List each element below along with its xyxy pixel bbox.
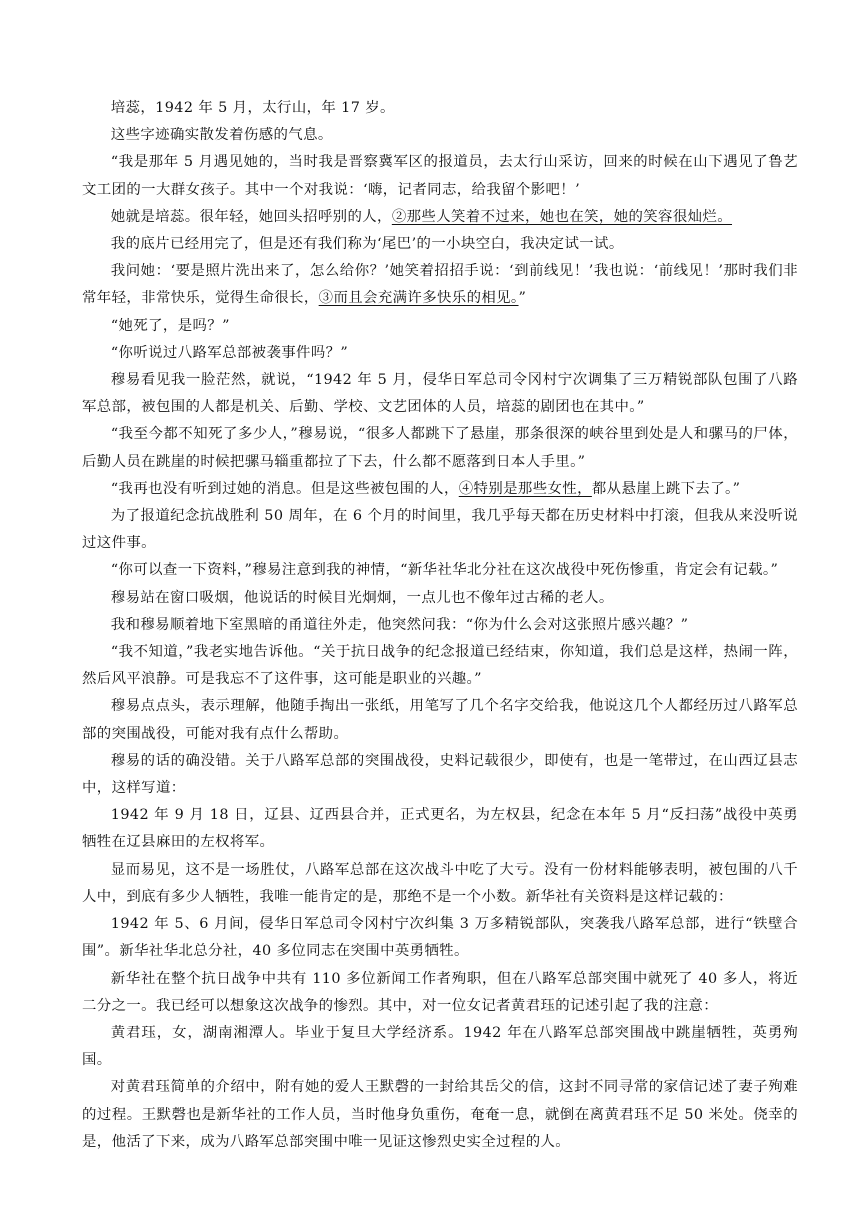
paragraph: 新华社在整个抗日战争中共有 110 多位新闻工作者殉职，但在八路军总部突围中就死了 40 多人，将近二分之一。我已经可以想象这次战争的惨烈。其中，对一位女记者黄君珏的记述引起了我的注意： [82,970,798,1014]
paragraph: 穆易看见我一脸茫然，就说，“1942 年 5 月，侵华日军总司令冈村宁次调集了三万精锐部队包围了八路军总部，被包围的人都是机关、后勤、学校、文艺团体的人员，培蕊的剧团也在其中。” [82,372,798,416]
paragraph: “我至今都不知死了多少人，”穆易说，“很多人都跳下了悬崖，那条很深的峡谷里到处是人和骡马的尸体，后勤人员在跳崖的时候把骡马辎重都拉了下去，什么都不愿落到日本人手里。” [82,426,798,470]
paragraph: “我不知道，”我老实地告诉他。“关于抗日战争的纪念报道已经结束，你知道，我们总是这样，热闹一阵，然后风平浪静。可是我忘不了这件事，这可能是职业的兴趣。” [82,644,798,688]
paragraph-text: ” [518,290,527,307]
paragraph: “你可以查一下资料，”穆易注意到我的神情，“新华社华北分社在这次战役中死伤惨重，肯定会有记载。” [110,562,779,579]
paragraph: 我和穆易顺着地下室黑暗的甬道往外走，他突然问我：“你为什么会对这张照片感兴趣？” [110,616,689,633]
paragraph: 我的底片已经用完了，但是还有我们称为‘尾巴’的一小块空白，我决定试一试。 [110,236,624,253]
paragraph: 显而易见，这不是一场胜仗，八路军总部在这次战斗中吃了大亏。没有一份材料能够表明，被包围的八千人中，到底有多少人牺牲，我唯一能肯定的是，那绝不是一个小数。新华社有关资料是这样记载的： [82,861,798,905]
quoted-record: 1942 年 9 月 18 日，辽县、辽西县合并，正式更名，为左权县，纪念在本年 5 月“反扫荡”战役中英勇牺牲在辽县麻田的左权将军。 [82,807,798,851]
quoted-record: 1942 年 5、6 月间，侵华日军总司令冈村宁次纠集 3 万多精锐部队，突袭我八路军总部，进行“铁壁合围”。新华社华北总分社，40 多位同志在突围中英勇牺牲。 [82,916,798,960]
paragraph [82,258,798,312]
paragraph: “你听说过八路军总部被袭事件吗？” [110,344,349,361]
paragraph: “我是那年 5 月遇见她的，当时我是晋察冀军区的报道员，去太行山采访，回来的时候在山下遇见了鲁艺文工团的一大群女孩子。其中一个对我说：‘嗨，记者同志，给我留个影吧！’ [82,154,798,198]
paragraph: 穆易站在窗口吸烟，他说话的时候目光炯炯，一点儿也不像年过古稀的老人。 [110,589,614,606]
paragraph-text: “我再也没有听到过她的消息。但是这些被包围的人， [110,480,459,497]
underlined-sentence-4: ④特别是那些女性， [458,480,592,497]
paragraph: 对黄君珏简单的介绍中，附有她的爱人王默磬的一封给其岳父的信，这封不同寻常的家信记述了妻子殉难的过程。王默磬也是新华社的工作人员，当时他身负重伤，奄奄一息，就倒在离黄君珏不足 50 米处。侥幸的是，他活了下来，成为八路军总部突围中唯一见证这惨烈史实全过程的人。 [82,1079,798,1150]
paragraph: 这些字迹确实散发着伤感的气息。 [110,127,333,144]
paragraph: 穆易点点头，表示理解，他随手掏出一张纸，用笔写了几个名字交给我，他说这几个人都经历过八路军总部的突围战役，可能对我有点什么帮助。 [82,698,798,742]
underlined-sentence-2: ②那些人笑着不过来，她也在笑，她的笑容很灿烂。 [391,208,733,225]
paragraph: “她死了，是吗？” [110,317,230,334]
paragraph-text: 她就是培蕊。很年轻，她回头招呼别的人， [110,208,392,225]
paragraph [82,476,798,503]
paragraph-text: 我问她：‘要是照片洗出来了，怎么给你？’她笑着招招手说：‘到前线见！’我也说：‘前线见！’那时我们非常年轻，非常快乐，觉得生命很长， [82,263,798,307]
paragraph-text: 都从悬崖上跳下去了。” [591,480,741,497]
underlined-sentence-3: ③而且会充满许多快乐的相见。 [318,290,519,307]
paragraph: 培蕊，1942 年 5 月，太行山，年 17 岁。 [110,100,395,116]
document-body [82,95,798,1156]
paragraph [82,204,798,231]
paragraph: 穆易的话的确没错。关于八路军总部的突围战役，史料记载很少，即使有，也是一笔带过，在山西辽县志中，这样写道： [82,752,798,797]
quoted-record: 黄君珏，女，湖南湘潭人。毕业于复旦大学经济系。1942 年在八路军总部突围战中跳崖牺牲，英勇殉国。 [82,1024,798,1069]
paragraph: 为了报道纪念抗战胜利 50 周年，在 6 个月的时间里，我几乎每天都在历史材料中打滚，但我从来没听说过这件事。 [82,508,798,552]
